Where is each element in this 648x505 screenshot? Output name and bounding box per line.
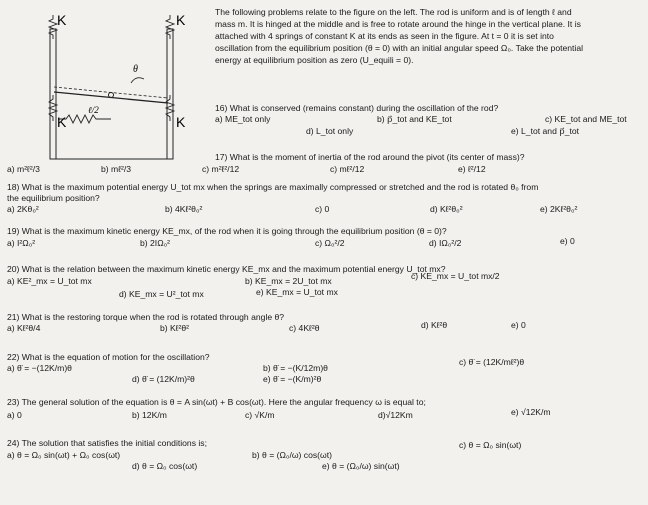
q24-option-c[interactable]: c) θ = Ω₀ sin(ωt) [459,440,522,450]
q18-option-d[interactable]: d) Kℓ²θ₀² [430,204,463,214]
figure-label-k-top-right: K [176,12,186,28]
q18-option-b[interactable]: b) 4Kℓ²θ₀² [165,204,203,214]
q19-option-c[interactable]: c) Ω₀²/2 [315,238,345,248]
q21-option-b[interactable]: b) Kℓ²θ² [160,323,190,333]
q19-option-a[interactable]: a) I²Ω₀² [7,238,36,248]
q16-question: 16) What is conserved (remains constant) during the oscillation of the rod? [215,103,499,113]
q17-option-c[interactable]: c) m²ℓ²/12 [202,164,240,174]
q24-option-e[interactable]: e) θ = (Ω₀/ω) sin(ωt) [322,461,400,471]
q19-question: 19) What is the maximum kinetic energy KE_mx, of the rod when it is going through the equilibrium position (θ = 0)? [7,226,447,236]
q16-option-c[interactable]: c) KE_tot and ME_tot [545,114,627,124]
intro-line: energy at equilibrium position as zero (U_equili = 0). [215,55,414,65]
q16-option-d[interactable]: d) L_tot only [306,126,354,136]
q23-option-c[interactable]: c) √K/m [245,410,275,420]
q22-option-e[interactable]: e) θ̈ = −(K/m)²θ [263,374,322,384]
q21-option-d[interactable]: d) Kℓ²θ [421,320,448,330]
intro-line: mass m. It is hinged at the middle and is free to rotate around the hinge in the vertical plane. It is [215,19,581,29]
q20-option-b[interactable]: b) KE_mx = 2U_tot mx [245,276,332,286]
q20-question: 20) What is the relation between the maximum kinetic energy KE_mx and the maximum potential energy U_tot mx? [7,264,446,274]
q20-option-a[interactable]: a) KE²_mx = U_tot mx [7,276,92,286]
q17-option-e[interactable]: e) ℓ²/12 [458,164,486,174]
q23-option-d[interactable]: d)√12Km [378,410,413,420]
figure-label-theta: θ [133,64,138,75]
rod-spring-figure [36,7,196,162]
q18-question-line2: the equilibrium position? [7,193,100,203]
q21-option-a[interactable]: a) Kℓ²θ/4 [7,323,41,333]
q21-option-e[interactable]: e) 0 [511,320,526,330]
q20-option-c[interactable]: c) KE_mx = U_tot mx/2 [411,271,500,281]
q18-option-c[interactable]: c) 0 [315,204,330,214]
q24-option-d[interactable]: d) θ = Ω₀ cos(ωt) [132,461,198,471]
q18-option-e[interactable]: e) 2Kℓ²θ₀² [540,204,578,214]
q21-option-c[interactable]: c) 4Kℓ²θ [289,323,320,333]
q17-option-a[interactable]: a) m²ℓ²/3 [7,164,40,174]
figure-label-half-length: ℓ/2 [88,105,99,115]
q16-option-e[interactable]: e) L_tot and p⃗_tot [511,126,580,136]
intro-line: oscillation from the equilibrium position (θ = 0) with an initial angular speed Ω₀. Take the potential [215,43,584,53]
q17-option-d[interactable]: c) mℓ²/12 [330,164,365,174]
intro-line: attached with 4 springs of constant K at its ends as seen in the figure. At t = 0 it is set into [215,31,554,41]
q22-option-d[interactable]: d) θ̈ = (12K/m)²θ [132,374,195,384]
intro-paragraph [215,6,643,66]
q17-question: 17) What is the moment of inertia of the rod around the pivot (its center of mass)? [215,152,525,162]
q23-option-a[interactable]: a) 0 [7,410,22,420]
q18-question-line1: 18) What is the maximum potential energy U_tot mx when the springs are maximally compressed or stretched and the rod is rotated θ₀ from [7,182,539,192]
q22-option-b[interactable]: b) θ̈ = −(K/12m)θ [263,363,328,373]
q23-question: 23) The general solution of the equation is θ = A sin(ωt) + B cos(ωt). Here the angular frequency ω is equal to; [7,397,426,407]
q24-option-b[interactable]: b) θ = (Ω₀/ω) cos(ωt) [252,450,332,460]
q19-option-b[interactable]: b) 2IΩ₀² [140,238,171,248]
figure-label-k-bottom-left: K [57,114,67,130]
figure-label-k-top-left: K [57,12,67,28]
q24-option-a[interactable]: a) θ = Ω₀ sin(ωt) + Ω₀ cos(ωt) [7,450,121,460]
q24-question: 24) The solution that satisfies the initial conditions is; [7,438,207,448]
q16-option-b[interactable]: b) p⃗_tot and KE_tot [377,114,452,124]
q23-option-e[interactable]: e) √12K/m [511,407,551,417]
q23-option-b[interactable]: b) 12K/m [132,410,167,420]
q20-option-e[interactable]: e) KE_mx = U_tot mx [256,287,338,297]
q16-option-a[interactable]: a) ME_tot only [215,114,271,124]
q22-question: 22) What is the equation of motion for the oscillation? [7,352,210,362]
intro-line: The following problems relate to the figure on the left. The rod is uniform and is of length ℓ and [215,7,572,17]
q17-option-b[interactable]: b) mℓ²/3 [101,164,131,174]
figure-label-k-bottom-right: K [176,114,186,130]
q22-option-c[interactable]: c) θ̈ = (12K/mℓ²)θ [459,357,525,367]
q19-option-d[interactable]: d) IΩ₀²/2 [429,238,462,248]
q18-option-a[interactable]: a) 2Kθ₀² [7,204,39,214]
q20-option-d[interactable]: d) KE_mx = U²_tot mx [119,289,204,299]
q21-question: 21) What is the restoring torque when the rod is rotated through angle θ? [7,312,285,322]
q22-option-a[interactable]: a) θ̈ = −(12K/m)θ [7,363,72,373]
q19-option-e[interactable]: e) 0 [560,236,575,246]
